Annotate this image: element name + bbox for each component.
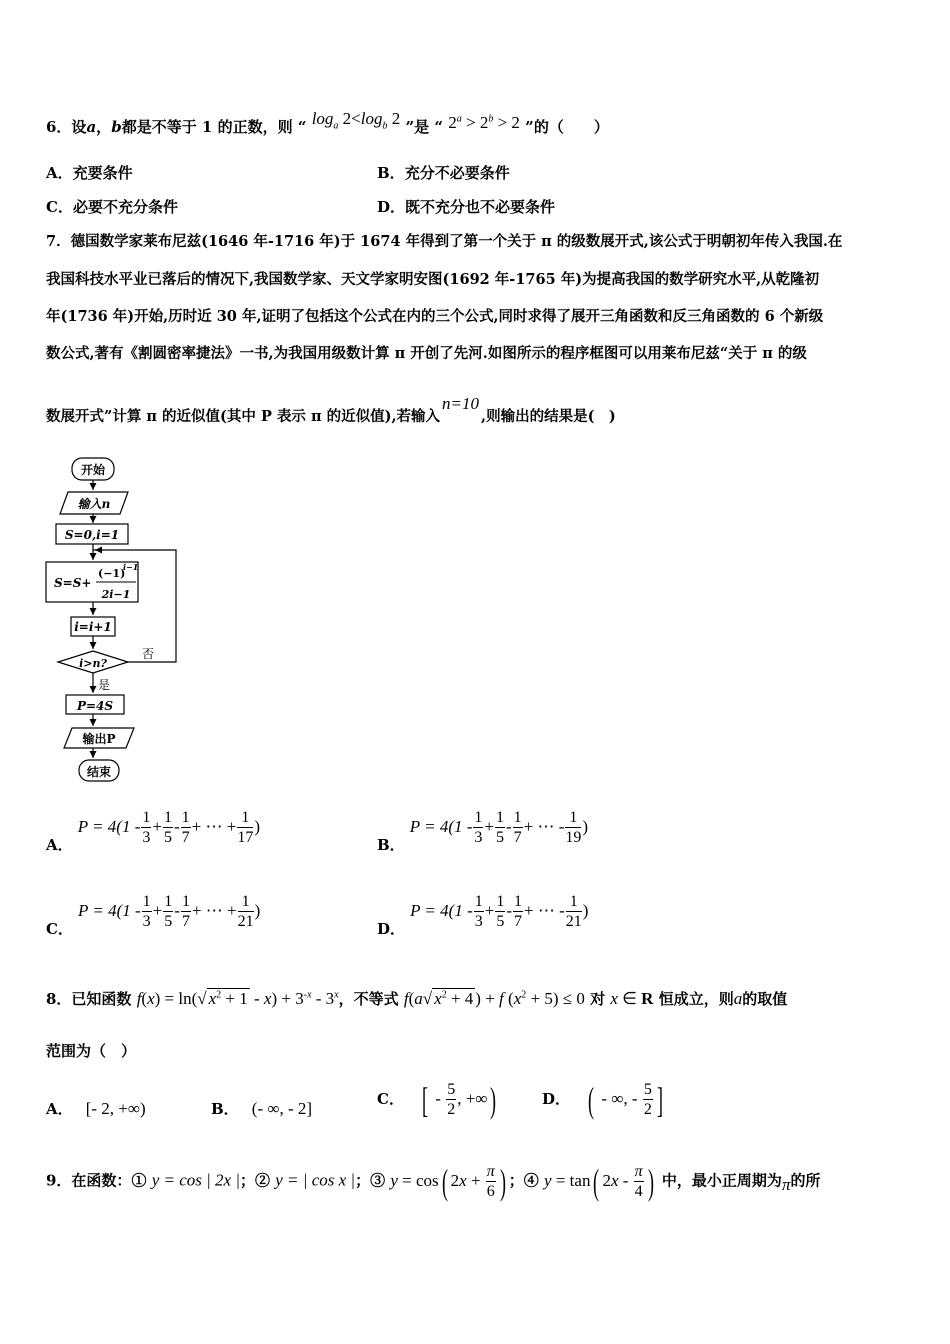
flow-update-num: (−1) [98,567,126,580]
option-label: C． [46,920,73,938]
option-label: D． [377,920,406,938]
q6-prefix: 6．设 [46,118,87,136]
q9-sep-3: ；④ [508,1171,539,1190]
q9-func-2: y = | cos x | [275,1170,356,1190]
q8-option-d[interactable]: D． ( - ∞, - $\frac{5}{2}$ ] [542,1079,663,1121]
q7-input-expr: n=10 [442,394,480,413]
option-text: 既不充分也不必要条件 [405,198,556,216]
formula-last-op: + ⋯ - [523,817,565,836]
q6-rq1: ” [405,118,415,136]
flow-output-label: 输出P [82,732,116,746]
formula-last-den: 19 [565,829,582,846]
q9-suffix2: 的所 [790,1171,821,1190]
formula-last-den: 17 [237,829,254,846]
q8-post2: 恒成立，则 [658,990,734,1008]
q6-option-a[interactable] [46,162,133,183]
q8-function: f(x) = ln(√ $x^2 + 1 - x) + 3^{-x} - 3^x$ [136,989,339,1008]
flow-yes-label: 是 [98,678,111,692]
q7-line-5 [46,394,616,426]
option-label: A． [46,836,73,854]
option-text: 充要条件 [72,164,133,182]
q6-sep: ， [96,118,112,136]
formula-head: P = 4(1 - [409,817,473,836]
formula-last-op: + ⋯ + [191,817,237,836]
option-label: B． [377,836,405,854]
flow-init-label: S=0,i=1 [64,528,120,542]
q6-option-b[interactable] [377,162,510,183]
flow-input-label: 输入n [77,497,111,511]
q9-suffix: 中，最小正周期为 [661,1171,782,1190]
q7-line-5-post: ,则输出的结果是( ) [481,408,616,425]
q7-line-1: 7．德国数学家莱布尼兹(1646 年-1716 年)于 1674 年得到了第一个关于 π 的级数展开式,该公式于明朝初年传入我国.在 [46,233,843,250]
option-label: C． [46,198,73,216]
flow-no-label: 否 [142,647,155,661]
q6-option-d[interactable] [377,196,555,217]
q7-line-5-pre: 数展开式”计算 π 的近似值(其中 P 表示 π 的近似值),若输入 [46,408,441,425]
q9-func-3: y = cos( 2x + [390,1161,485,1202]
q6-lq1: “ [297,118,307,136]
option-label: B． [211,1100,239,1118]
flow-calc-label: P=4S [76,699,114,713]
q9-func-4: y = tan( 2x - [544,1161,633,1202]
flow-incr-label: i=i+1 [74,620,112,634]
q7-option-c[interactable]: C． P = 4(1 - $\frac{1}{3}$ + $\frac{1}{5}$ - $\frac{1}{7}$ + ⋯ + $\frac{1}{21}$ ) [46,893,261,938]
option-label: A． [46,1100,73,1118]
q8-prefix: 8．已知函数 [46,990,132,1008]
flow-update-num-exp: i−1 [123,562,139,572]
q9-pi: π [781,1174,791,1194]
option-label: C． [377,1090,404,1108]
option-label: D． [542,1090,571,1108]
q6-exp-condition: $2^a > 2^b > 2$ [448,113,520,132]
q7-line-3: 年(1736 年)开始,历时近 30 年,证明了包括这个公式在内的三个公式,同时求得了展开三角函数和反三角函数的 6 个新级 [46,308,824,325]
q7-flowchart [40,452,200,787]
q6-mid: 都是不等于 1 的正数，则 [121,118,293,136]
q7-option-a[interactable]: A． P = 4(1 - $\frac{1}{3}$ + $\frac{1}{5}$ - $\frac{1}{7}$ + ⋯ + $\frac{1}{17}$ ) [46,809,260,854]
q8-mid: ，不等式 [338,990,399,1008]
q6-suffix: 的（ ） [533,118,609,136]
q7-line-4: 数公式,著有《割圆密率捷法》一书,为我国用级数计算 π 开创了先河.如图所示的程序框图可以用莱布尼兹“关于 π 的级 [46,345,807,362]
q6-var-a: a [86,118,97,136]
q6-log-condition: $\log_a 2<\log_b$ 2 [311,109,401,132]
q6-var-b: b [111,118,122,136]
q8-line-2: 范围为（ ） [46,1042,137,1060]
q8-var-a: a [733,989,743,1008]
formula-last-op: + ⋯ + [191,901,237,920]
q9-prefix: 9．在函数：① [46,1171,147,1190]
option-label: A． [46,164,73,182]
flow-start-label: 开始 [80,463,106,477]
option-label: B． [377,164,405,182]
q6-is: 是 [414,118,430,136]
q6-rq2: ” [525,118,534,136]
option-text: 充分不必要条件 [404,164,510,182]
option-text: [- 2, +∞) [85,1099,146,1118]
flow-update-den: 2i−1 [101,588,131,601]
option-label: D． [377,198,406,216]
q8-option-c[interactable]: C． [ - $\frac{5}{2}$ , +∞) [377,1079,497,1121]
flow-end-label: 结束 [86,765,112,779]
formula-head: P = 4(1 - [78,901,141,920]
q8-option-b[interactable] [211,1098,312,1119]
option-text: (- ∞, - 2] [251,1099,313,1118]
formula-last-den: 21 [237,913,254,930]
q8-domain: x ∈ R [610,989,654,1008]
q8-suffix: 的取值 [742,990,788,1008]
formula-last-op: + ⋯ - [524,901,565,920]
flow-update-prefix: S=S+ [54,576,92,590]
q6-stem [46,109,609,139]
q8-option-a[interactable] [46,1098,146,1119]
q9-func-1: y = cos | 2x | [151,1170,241,1190]
formula-head: P = 4(1 - [77,817,141,836]
q9-sep-1: ；② [240,1171,271,1190]
q8-post: 对 [590,990,606,1008]
q7-option-d[interactable]: D． P = 4(1 - $\frac{1}{3}$ + $\frac{1}{5}$ - $\frac{1}{7}$ + ⋯ - $\frac{1}{21}$ ) [377,893,589,938]
q6-lq2: “ [434,118,444,136]
q9-stem: 9．在函数：① y = cos | 2x |；② y = | cos x |；③ y = cos( 2x + $\frac{\pi}{6}$ ) ；④ y = tan( 2x - $\frac{\pi}{4}$ ) 中，最小正周期为π的所 [46,1161,821,1202]
q8-inequality: f(a√ $x^2 + 4$ ) + f $(x^2 + 5) \le 0$ [403,989,585,1008]
option-text: 必要不充分条件 [72,198,178,216]
flow-cond-label: i>n? [79,657,107,670]
formula-head: P = 4(1 - [410,901,473,920]
q9-sep-2: ；③ [355,1171,386,1190]
q7-line-2: 我国科技水平业已落后的情况下,我国数学家、天文学家明安图(1692 年-1765 年)为提高我国的数学研究水平,从乾隆初 [46,271,820,288]
formula-last-den: 21 [565,913,582,930]
q8-stem [46,988,787,1009]
q6-option-c[interactable] [46,196,178,217]
q7-option-b[interactable]: B． P = 4(1 - $\frac{1}{3}$ + $\frac{1}{5}$ - $\frac{1}{7}$ + ⋯ - $\frac{1}{19}$ ) [377,809,589,854]
